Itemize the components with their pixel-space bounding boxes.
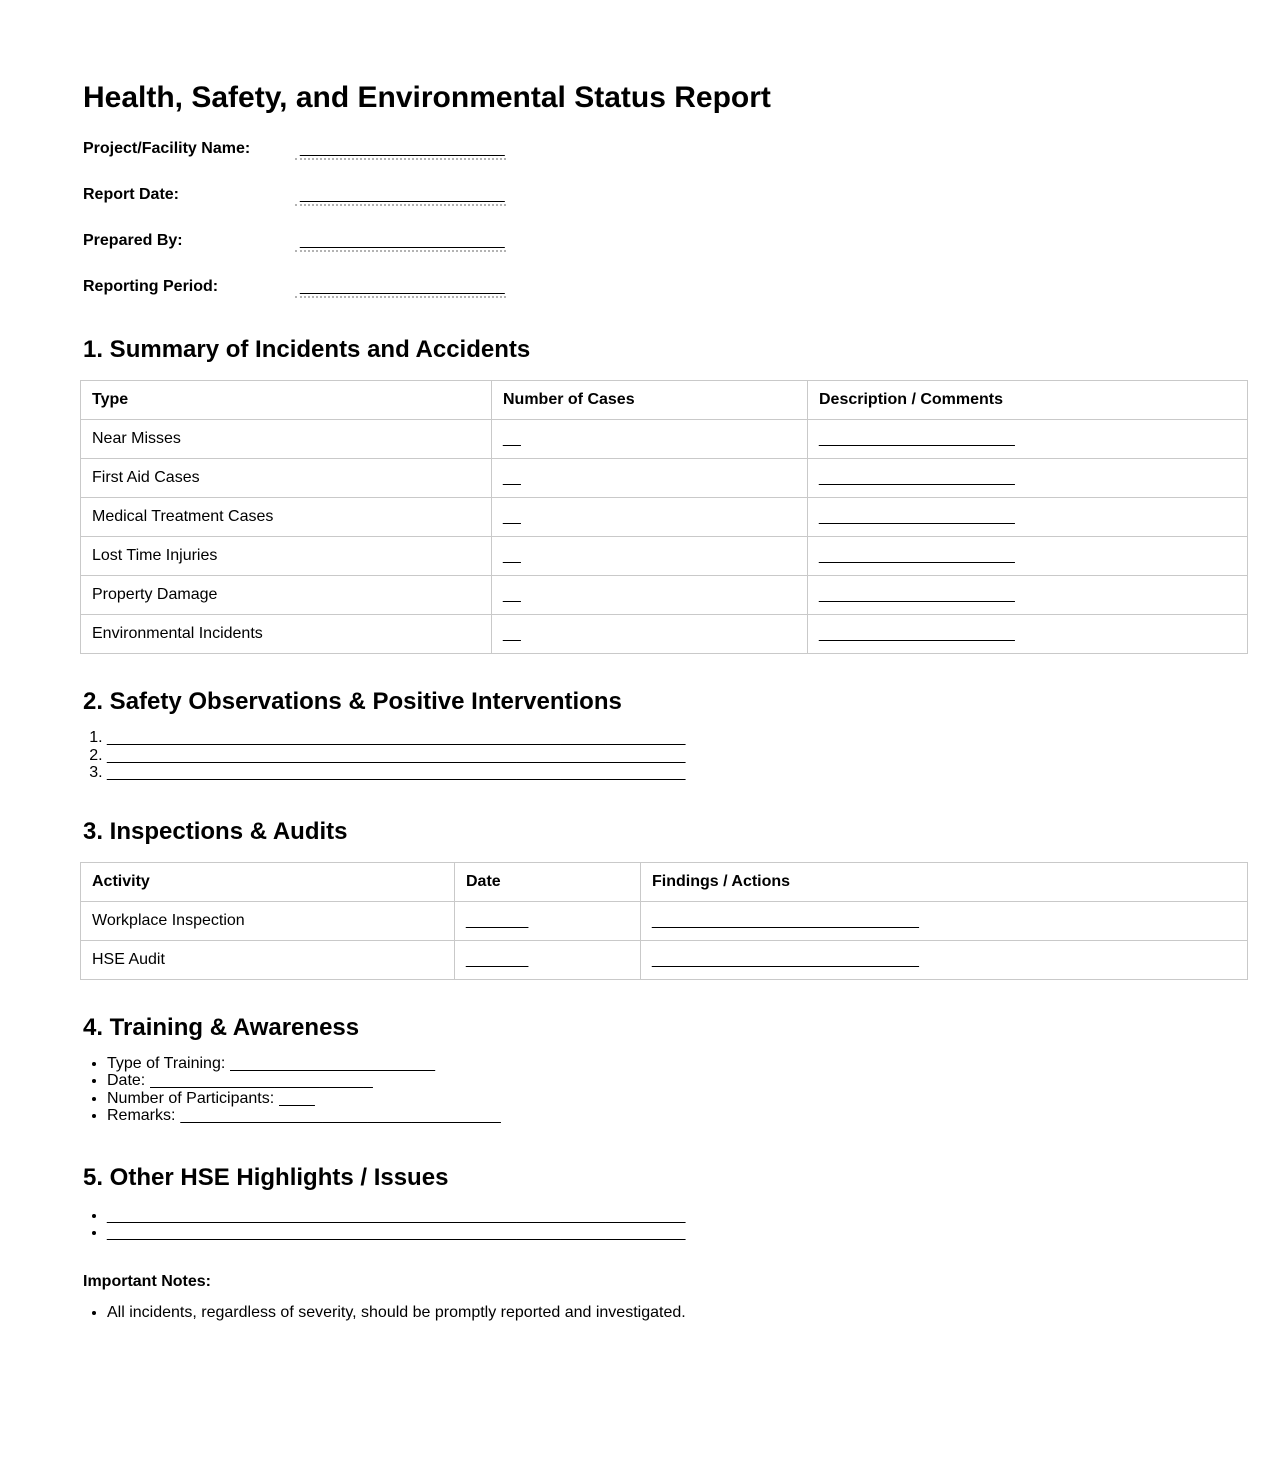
- column-header-findings-actions: Findings / Actions: [641, 862, 1248, 901]
- highlight-blank[interactable]: _________________________________________________________________: [107, 1224, 686, 1241]
- table-row: [81, 940, 1248, 979]
- description-blank[interactable]: ______________________: [819, 469, 1015, 486]
- incident-type-cell: Near Misses: [81, 420, 492, 459]
- table-header-row: [81, 862, 1248, 901]
- training-date-item: [107, 1072, 1183, 1090]
- incidents-table: [80, 380, 1248, 654]
- column-header-date: Date: [455, 862, 641, 901]
- list-item: [107, 764, 1183, 782]
- inspections-table: [80, 862, 1248, 980]
- training-type-item: [107, 1055, 1183, 1073]
- table-row: [81, 901, 1248, 940]
- item-label: Number of Participants:: [107, 1089, 275, 1107]
- cases-blank[interactable]: __: [503, 508, 521, 525]
- training-participants-item: [107, 1090, 1183, 1108]
- list-item: [107, 1207, 1183, 1225]
- incident-type-cell: First Aid Cases: [81, 459, 492, 498]
- training-type-blank[interactable]: _______________________: [230, 1054, 435, 1072]
- field-label: Prepared By:: [83, 232, 183, 249]
- highlights-list: [83, 1207, 1183, 1242]
- field-label: Reporting Period:: [83, 278, 219, 295]
- training-date-blank[interactable]: _________________________: [150, 1072, 373, 1089]
- section-5-heading: 5. Other HSE Highlights / Issues: [83, 1163, 449, 1191]
- item-label: Type of Training:: [107, 1054, 226, 1072]
- activity-cell: HSE Audit: [81, 940, 455, 979]
- section-2-heading: 2. Safety Observations & Positive Interventions: [83, 688, 622, 715]
- header-fields: [83, 141, 1183, 298]
- description-blank[interactable]: ______________________: [819, 547, 1015, 564]
- field-project-facility-name: [83, 141, 1183, 160]
- incident-type-cell: Environmental Incidents: [81, 615, 492, 654]
- cases-blank[interactable]: __: [503, 547, 521, 564]
- field-reporting-period: [83, 279, 1183, 298]
- description-blank[interactable]: ______________________: [819, 586, 1015, 603]
- observation-blank[interactable]: _________________________________________________________________: [107, 729, 686, 746]
- table-row: [81, 576, 1248, 615]
- incident-type-cell: Lost Time Injuries: [81, 537, 492, 576]
- remarks-blank[interactable]: ____________________________________: [180, 1107, 501, 1124]
- training-remarks-item: [107, 1107, 1183, 1125]
- prepared-by-blank[interactable]: _______________________: [295, 233, 506, 252]
- cases-blank[interactable]: __: [503, 430, 521, 447]
- participants-blank[interactable]: ____: [279, 1089, 315, 1107]
- list-item: [107, 729, 1183, 747]
- observation-blank[interactable]: _________________________________________________________________: [107, 764, 686, 781]
- highlight-blank[interactable]: _________________________________________________________________: [107, 1206, 686, 1224]
- description-blank[interactable]: ______________________: [819, 430, 1015, 447]
- column-header-description-comments: Description / Comments: [808, 381, 1248, 420]
- findings-blank[interactable]: ______________________________: [652, 911, 919, 929]
- report-date-blank[interactable]: _______________________: [295, 187, 506, 206]
- cases-blank[interactable]: __: [503, 625, 521, 642]
- note-item: • All incidents, regardless of severity, should be promptly reported and investigated.: [107, 1304, 1183, 1322]
- table-row: [81, 615, 1248, 654]
- field-report-date: [83, 187, 1183, 206]
- reporting-period-blank[interactable]: _______________________: [295, 279, 506, 298]
- description-blank[interactable]: ______________________: [819, 625, 1015, 642]
- project-facility-name-blank[interactable]: _______________________: [295, 141, 506, 160]
- column-header-type: Type: [81, 381, 492, 420]
- section-4-heading: 4. Training & Awareness: [83, 1013, 360, 1041]
- incident-type-cell: Medical Treatment Cases: [81, 498, 492, 537]
- table-row: [81, 537, 1248, 576]
- column-header-activity: Activity: [81, 862, 455, 901]
- important-notes-list: [83, 1304, 1183, 1322]
- list-item: [107, 747, 1183, 765]
- cases-blank[interactable]: __: [503, 469, 521, 486]
- important-notes-heading: Important Notes:: [83, 1272, 211, 1290]
- document-title: Health, Safety, and Environmental Status Report: [83, 81, 771, 114]
- description-blank[interactable]: ______________________: [819, 508, 1015, 525]
- section-1-heading: 1. Summary of Incidents and Accidents: [83, 336, 531, 363]
- field-label: Report Date:: [83, 186, 180, 203]
- observation-blank[interactable]: _________________________________________________________________: [107, 746, 686, 764]
- table-row: [81, 498, 1248, 537]
- training-list: [83, 1055, 1183, 1125]
- column-header-number-of-cases: Number of Cases: [492, 381, 808, 420]
- table-header-row: [81, 381, 1248, 420]
- observations-list: [83, 729, 1183, 782]
- field-prepared-by: [83, 233, 1183, 252]
- date-blank[interactable]: _______: [466, 911, 529, 929]
- item-label: Date:: [107, 1072, 146, 1089]
- incident-type-cell: Property Damage: [81, 576, 492, 615]
- list-item: [107, 1224, 1183, 1242]
- table-row: [81, 459, 1248, 498]
- table-row: [81, 420, 1248, 459]
- findings-blank[interactable]: ______________________________: [652, 950, 919, 968]
- section-3-heading: 3. Inspections & Audits: [83, 817, 348, 845]
- date-blank[interactable]: _______: [466, 950, 529, 968]
- cases-blank[interactable]: __: [503, 586, 521, 603]
- item-label: Remarks:: [107, 1107, 176, 1124]
- activity-cell: Workplace Inspection: [81, 901, 455, 940]
- field-label: Project/Facility Name:: [83, 140, 251, 157]
